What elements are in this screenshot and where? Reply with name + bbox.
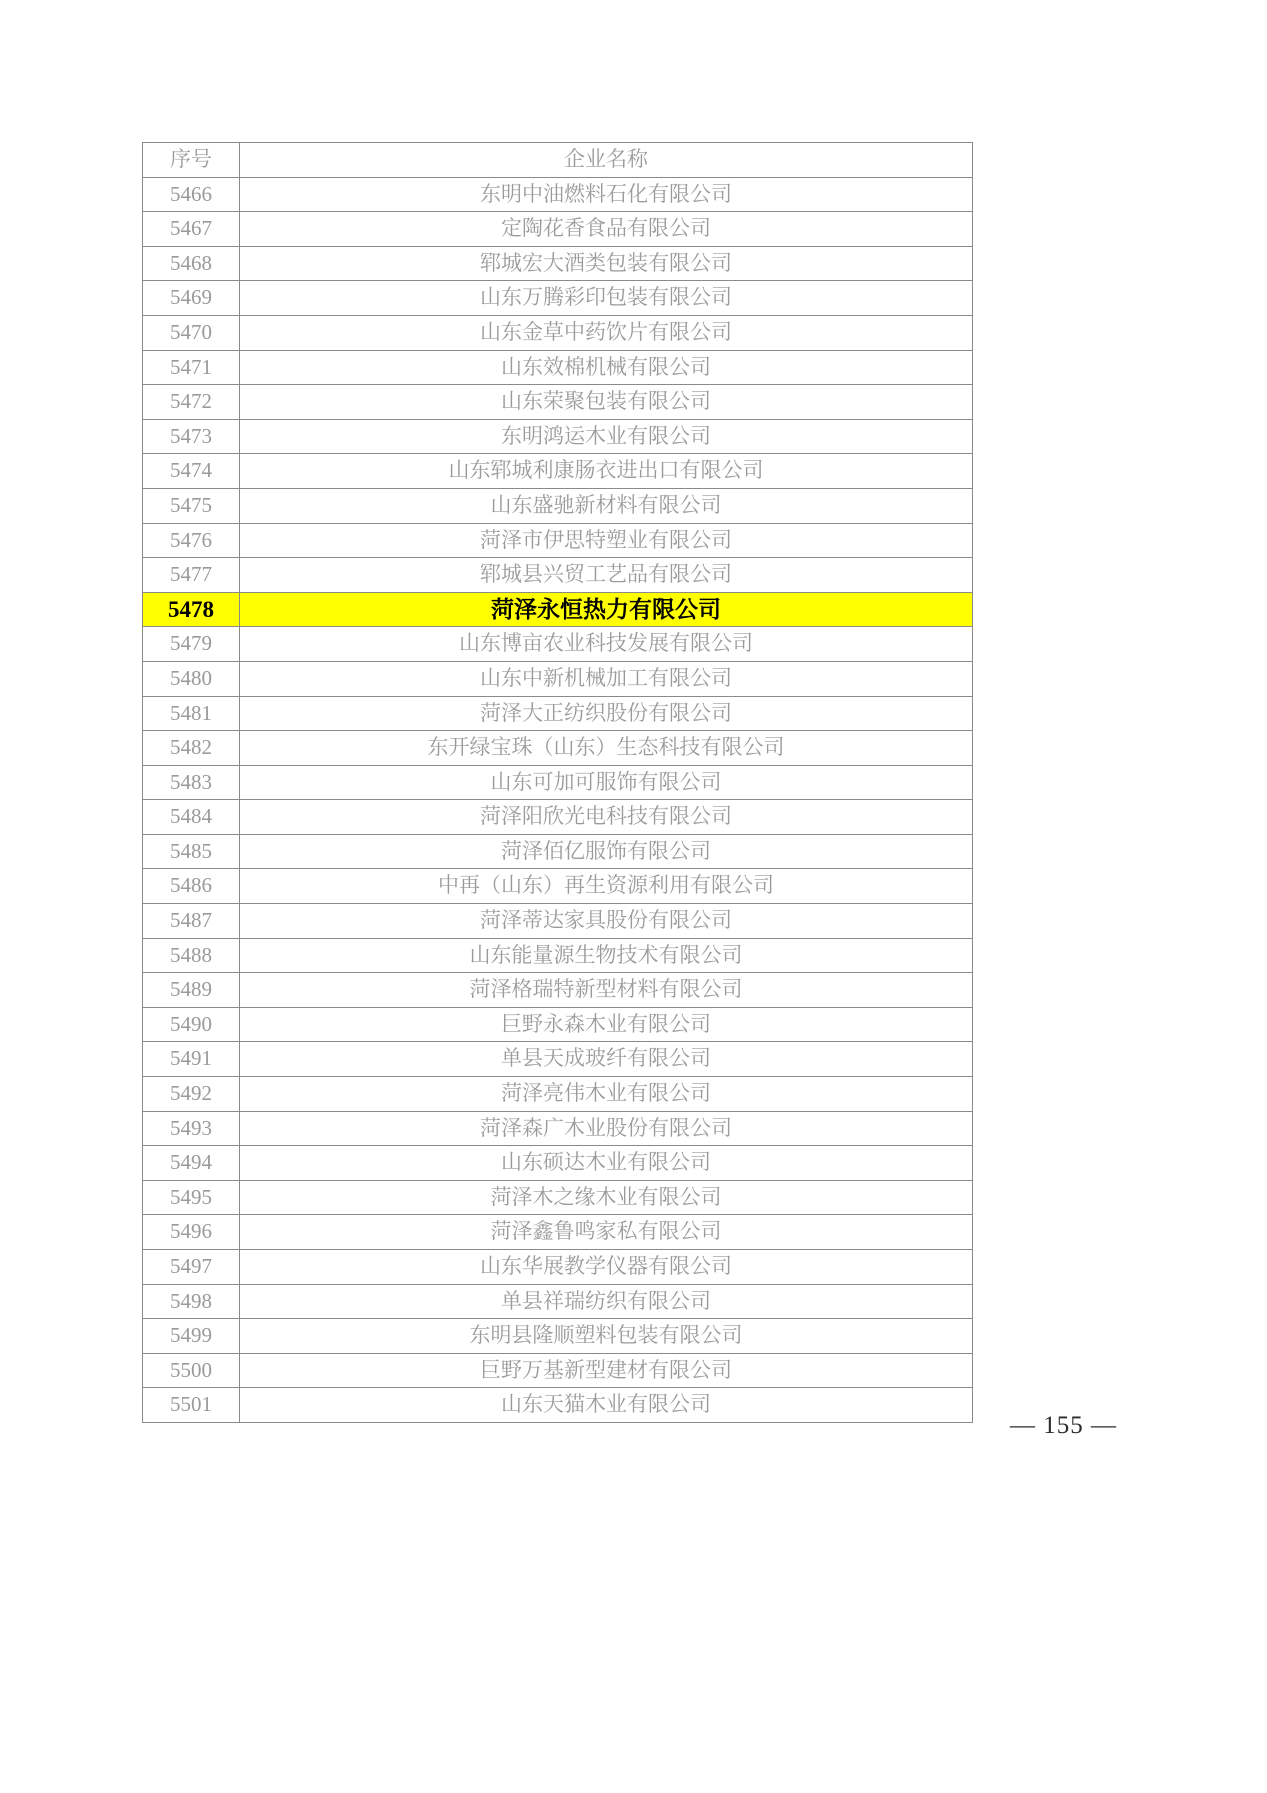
row-index-cell: 5483 [143,765,240,800]
table-row [143,177,973,212]
table-row [143,558,973,593]
enterprise-name-cell: 山东可加可服饰有限公司 [240,765,973,800]
table-row [143,627,973,662]
row-index-cell: 5475 [143,488,240,523]
row-index-cell: 5492 [143,1077,240,1112]
enterprise-table [142,142,973,1423]
enterprise-name-cell: 山东荣聚包装有限公司 [240,385,973,420]
enterprise-name-cell: 山东天猫木业有限公司 [240,1388,973,1423]
table-row [143,281,973,316]
table-row [143,385,973,420]
row-index-cell: 5500 [143,1353,240,1388]
table-row [143,1284,973,1319]
row-index-cell: 5470 [143,315,240,350]
enterprise-name-cell: 菏泽格瑞特新型材料有限公司 [240,973,973,1008]
enterprise-name-cell: 菏泽森广木业股份有限公司 [240,1111,973,1146]
table-row [143,1250,973,1285]
table-row [143,1180,973,1215]
enterprise-name-cell: 东明鸿运木业有限公司 [240,419,973,454]
table-row [143,246,973,281]
enterprise-name-cell: 菏泽大正纺织股份有限公司 [240,696,973,731]
enterprise-name-cell: 菏泽阳欣光电科技有限公司 [240,800,973,835]
table-row [143,1042,973,1077]
row-index-cell: 5480 [143,661,240,696]
row-index-cell: 5476 [143,523,240,558]
row-index-cell: 5497 [143,1250,240,1285]
row-index-cell: 5471 [143,350,240,385]
row-index-cell: 5498 [143,1284,240,1319]
table-body [143,177,973,1422]
row-index-cell: 5473 [143,419,240,454]
row-index-cell: 5482 [143,731,240,766]
enterprise-name-cell: 单县天成玻纤有限公司 [240,1042,973,1077]
table-row [143,1111,973,1146]
enterprise-name-cell: 菏泽木之缘木业有限公司 [240,1180,973,1215]
enterprise-name-cell: 菏泽佰亿服饰有限公司 [240,834,973,869]
enterprise-name-cell: 山东金草中药饮片有限公司 [240,315,973,350]
row-index-cell: 5469 [143,281,240,316]
row-index-cell: 5477 [143,558,240,593]
row-index-cell: 5494 [143,1146,240,1181]
row-index-cell: 5489 [143,973,240,1008]
table-row [143,1077,973,1112]
enterprise-name-cell: 菏泽鑫鲁鸣家私有限公司 [240,1215,973,1250]
enterprise-name-cell: 山东郓城利康肠衣进出口有限公司 [240,454,973,489]
table-row [143,869,973,904]
row-index-cell: 5501 [143,1388,240,1423]
row-index-cell: 5491 [143,1042,240,1077]
enterprise-name-cell: 东明中油燃料石化有限公司 [240,177,973,212]
row-index-cell: 5466 [143,177,240,212]
enterprise-name-cell: 巨野万基新型建材有限公司 [240,1353,973,1388]
enterprise-name-cell: 山东盛驰新材料有限公司 [240,488,973,523]
table-row [143,731,973,766]
enterprise-name-cell: 中再（山东）再生资源利用有限公司 [240,869,973,904]
table-row [143,938,973,973]
row-index-cell: 5496 [143,1215,240,1250]
table-row [143,315,973,350]
column-header-enterprise-name: 企业名称 [240,143,973,178]
enterprise-name-cell: 山东能量源生物技术有限公司 [240,938,973,973]
enterprise-name-cell: 东开绿宝珠（山东）生态科技有限公司 [240,731,973,766]
page-number: — 155 — [1010,1412,1117,1439]
table-row [143,592,973,627]
table-row [143,696,973,731]
enterprise-name-cell: 山东万腾彩印包装有限公司 [240,281,973,316]
table-row [143,1319,973,1354]
enterprise-name-cell: 东明县隆顺塑料包装有限公司 [240,1319,973,1354]
table-row [143,834,973,869]
table-row [143,1388,973,1423]
table-row [143,454,973,489]
column-header-index: 序号 [143,143,240,178]
enterprise-table-container [142,142,972,1423]
row-index-cell: 5487 [143,904,240,939]
enterprise-name-cell: 菏泽永恒热力有限公司 [240,592,973,627]
enterprise-name-cell: 山东中新机械加工有限公司 [240,661,973,696]
enterprise-name-cell: 菏泽亮伟木业有限公司 [240,1077,973,1112]
table-row [143,523,973,558]
enterprise-name-cell: 郓城县兴贸工艺品有限公司 [240,558,973,593]
row-index-cell: 5478 [143,592,240,627]
table-row [143,419,973,454]
row-index-cell: 5485 [143,834,240,869]
row-index-cell: 5488 [143,938,240,973]
row-index-cell: 5481 [143,696,240,731]
table-row [143,1353,973,1388]
row-index-cell: 5495 [143,1180,240,1215]
enterprise-name-cell: 菏泽蒂达家具股份有限公司 [240,904,973,939]
table-row [143,765,973,800]
row-index-cell: 5474 [143,454,240,489]
row-index-cell: 5499 [143,1319,240,1354]
table-row [143,1007,973,1042]
enterprise-name-cell: 山东华展教学仪器有限公司 [240,1250,973,1285]
enterprise-name-cell: 山东博亩农业科技发展有限公司 [240,627,973,662]
enterprise-name-cell: 定陶花香食品有限公司 [240,212,973,247]
table-row [143,1146,973,1181]
enterprise-name-cell: 巨野永森木业有限公司 [240,1007,973,1042]
table-row [143,350,973,385]
row-index-cell: 5486 [143,869,240,904]
table-row [143,904,973,939]
table-row [143,661,973,696]
row-index-cell: 5468 [143,246,240,281]
row-index-cell: 5479 [143,627,240,662]
table-row [143,973,973,1008]
row-index-cell: 5467 [143,212,240,247]
row-index-cell: 5493 [143,1111,240,1146]
enterprise-name-cell: 郓城宏大酒类包装有限公司 [240,246,973,281]
row-index-cell: 5490 [143,1007,240,1042]
enterprise-name-cell: 菏泽市伊思特塑业有限公司 [240,523,973,558]
table-row [143,1215,973,1250]
enterprise-name-cell: 山东硕达木业有限公司 [240,1146,973,1181]
row-index-cell: 5484 [143,800,240,835]
row-index-cell: 5472 [143,385,240,420]
table-row [143,800,973,835]
table-header-row [143,143,973,178]
table-row [143,488,973,523]
table-row [143,212,973,247]
table-header [143,143,973,178]
enterprise-name-cell: 山东效棉机械有限公司 [240,350,973,385]
enterprise-name-cell: 单县祥瑞纺织有限公司 [240,1284,973,1319]
